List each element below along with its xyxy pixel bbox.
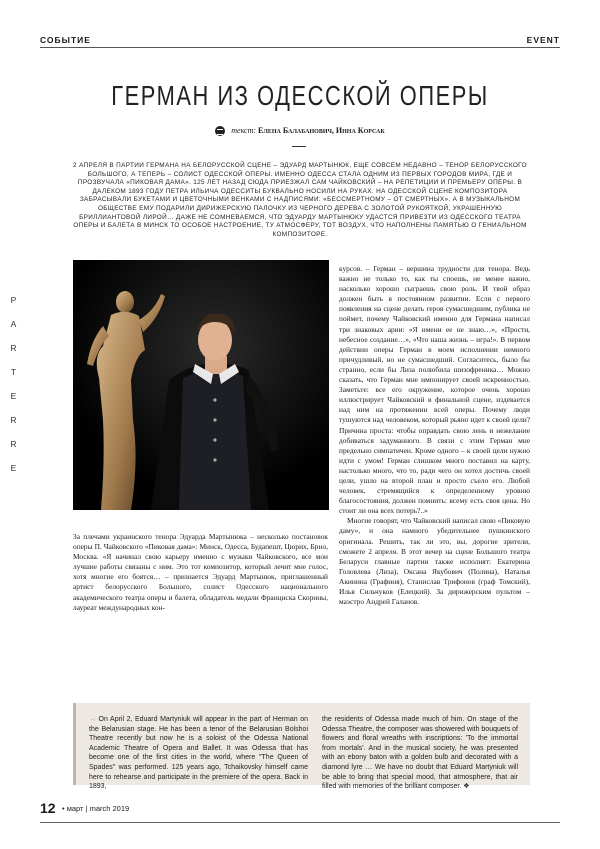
body-paragraph: курсов. – Герман – вершина трудности для тенора. Ведь важно не только то, как ты споешь, не менее важно, насколько хорошо сыграешь свою роль. И твой образ должен быть в постоянном развитии. Если с первого появления на сцене делать героя сумасшедшим, публика не поймет, почему Чайковский именно для Германа написал три знаковых арии: «Я имени ее не знаю…», «Прости, небесное создание…», «Что наша жизнь – игра!». В первом действии оперы Герман в моем исполнении немного причудливый, но не сумасшедший. Согласитесь, было бы странно, если бы Лиза полюбила шизофреника… Можно сказать, что Герман мне импонирует своей искренностью. Заметьте: все его окружение, которое очень хорошо иллюстрирует Чайковский в финальной сцене, издевается над ним на протяжении всей оперы. Почему люди тушуются над человеком, который рьяно идет к своей цели? Причина проста: чтобы оправдать свою лень и нежелание добиваться задуманного. В связи с этим Герман мне предельно симпатичен. Кроме одного – к своей цели нужно идти с умом! Герман слишком много поставил на карту, настолько много, что то, ради чего он хотел достичь своей цели, ушло на второй план и просто съело его. Любой человек, стремящийся к определенному уровню благосостояния, должен помнить: всему есть своя цена. Но стоит ли она всех потерь?..» bbox=[339, 264, 530, 516]
english-text: On April 2, Eduard Martyniuk will appear in the part of Herman on the Belarusian stage. He has been a tenor of the Belarusian Bolshoi Theatre recently but now he is a soloist of the Odessa National Academic Theatre of Opera and Ballet. It was Odessa that has become one of the first cities in the world, where "The Queen of Spades" was performed. 125 years ago, Tchaikovsky himself came here to rehearse and participate in the premiere of the opera. Back in 1893, bbox=[89, 716, 308, 791]
english-summary-right: the residents of Odessa made much of him. On stage of the Odessa Theatre, the composer was showered with bouquets of flowers and floral wreaths with inscriptions: 'To the immortal from mortals'. And in the musical society, he was presented with an ebony baton with a golden bulb and decorated with a diamond lyre … We have no doubt that Eduard Martyniuk will be able to bring that special mood, that atmosphere, that air filled with memories of the brilliant composer. ❖ bbox=[322, 716, 518, 791]
side-section-label bbox=[10, 288, 20, 480]
byline-names: Елена Балабанович, Инна Корсак bbox=[258, 126, 385, 135]
section-label-en: EVENT bbox=[526, 35, 560, 45]
page-number: 12 bbox=[40, 800, 56, 816]
byline-label: текст: bbox=[231, 126, 257, 135]
side-letter: R bbox=[10, 415, 20, 425]
article-title: ГЕРМАН ИЗ ОДЕССКОЙ ОПЕРЫ bbox=[111, 80, 489, 111]
side-letter: T bbox=[10, 367, 20, 377]
body-paragraph: За плечами украинского тенора Эдуарда Мартынюка – несколько постановок оперы П. Чайковского «Пиковая дама»: Минск, Одесса, Будапешт, Цюрих, Брно, Москва. «Я начинал свою карьеру именно с музыки Чайковского, все мои лучшие работы связаны с ним. Это тот композитор, который лечит мне голос, хотя многие его боятся… – признается Эдуард Мартынюк, приглашенный артист белорусского Большого, солист Одесского национального академического театра оперы и балета, обладатель медали Франциска Скорины, лауреат международных кон- bbox=[73, 532, 328, 612]
side-letter: E bbox=[10, 463, 20, 473]
side-letter: P bbox=[10, 295, 20, 305]
footer-rule bbox=[40, 822, 560, 823]
header-rule bbox=[40, 47, 560, 48]
body-column-right bbox=[339, 264, 530, 607]
side-letter: R bbox=[10, 343, 20, 353]
author-icon bbox=[215, 126, 225, 136]
performer-photo bbox=[73, 260, 329, 510]
photo-illustration bbox=[73, 260, 329, 510]
section-label-ru: СОБЫТИЕ bbox=[40, 35, 91, 45]
arrow-icon: → bbox=[89, 716, 96, 723]
body-paragraph: Многие говорят, что Чайковский написал свою «Пиковую даму», и она намного убедительнее пушкинского оригинала. Решить, так ли это, вы, дорогие зрители, сможете 2 апреля. В этот вечер на сцене Большого театра Беларуси главные партии также исполнят: Екатерина Головлева (Лиза), Оксана Якубович (Полина), Наталья Акинина (Графиня), Станислав Трифонов (граф Томский), Илья Сильчуков (Елецкий). За дирижерским пультом – маэстро Андрей Галанов. bbox=[339, 516, 530, 607]
lead-paragraph: 2 АПРЕЛЯ В ПАРТИИ ГЕРМАНА НА БЕЛОРУССКОЙ СЦЕНЕ – ЭДУАРД МАРТЫНЮК, ЕЩЕ СОВСЕМ НЕДАВНО – ТЕНОР БЕЛОРУССКОГО БОЛЬШОГО, А ТЕПЕРЬ – СОЛИСТ ОДЕССКОЙ ОПЕРЫ. ИМЕННО ОДЕССА СТАЛА ОДНИМ ИЗ ПЕРВЫХ ГОРОДОВ МИРА, ГДЕ И ПРОЗВУЧАЛА «ПИКОВАЯ ДАМА». 125 ЛЕТ НАЗАД СЮДА ПРИЕЗЖАЛ САМ ЧАЙКОВСКИЙ – НА РЕПЕТИЦИИ И ПРЕМЬЕРУ ОПЕРЫ. В ДАЛЕКОМ 1893 ГОДУ ПЕТРА ИЛЬИЧА ОДЕССИТЫ БУКВАЛЬНО НОСИЛИ НА РУКАХ. НА ОДЕССКОЙ СЦЕНЕ КОМПОЗИТОРА ЗАБРАСЫВАЛИ БУКЕТАМИ И ЦВЕТОЧНЫМИ ВЕНКАМИ С НАДПИСЯМИ: «БЕССМЕРТНОМУ – ОТ СМЕРТНЫХ». А В МУЗЫКАЛЬНОМ ОБЩЕСТВЕ ЕМУ ПОДАРИЛИ ДИРИЖЕРСКУЮ ПАЛОЧКУ ИЗ ЧЕРНОГО ДЕРЕВА С ЗОЛОТОЙ РУКОЯТКОЙ, УКРАШЕННУЮ БРИЛЛИАНТОВОЙ ЛИРОЙ… ДАЖЕ НЕ СОМНЕВАЕМСЯ, ЧТО ЭДУАРДУ МАРТЫНЮКУ УДАСТСЯ ПРИВЕЗТИ ИЗ ОДЕССКОГО ТЕАТРА ОПЕРЫ И БАЛЕТА В МИНСК ТО ОСОБОЕ НАСТРОЕНИЕ, ТУ АТМОСФЕРУ, ТОТ ВОЗДУХ, ЧТО НАПОЛНЕНЫ ПАМЯТЬЮ О ГЕНИАЛЬНОМ КОМПОЗИТОРЕ. bbox=[73, 162, 527, 238]
byline-divider bbox=[292, 146, 306, 147]
english-summary-accent bbox=[73, 703, 76, 785]
english-summary-left bbox=[89, 715, 308, 792]
side-letter: R bbox=[10, 439, 20, 449]
body-column-left bbox=[73, 532, 328, 613]
side-letter: A bbox=[10, 319, 20, 329]
issue-date: • март | march 2019 bbox=[62, 804, 130, 813]
side-letter: E bbox=[10, 391, 20, 401]
byline bbox=[40, 126, 560, 136]
